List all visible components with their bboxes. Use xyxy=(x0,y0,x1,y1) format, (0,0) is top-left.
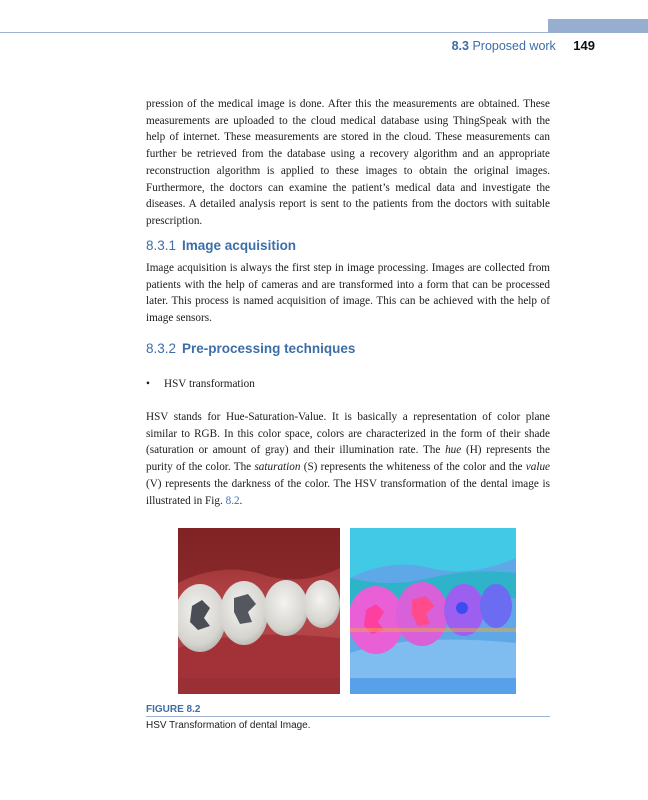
running-head-section-title: Proposed work xyxy=(472,39,556,53)
paragraph-hsv xyxy=(146,409,550,509)
term-hue: hue xyxy=(445,444,462,457)
figure-label: FIGURE 8.2 xyxy=(146,704,201,715)
text-run: (V) represents the darkness of the color. The HSV transformation of the dental image is illustrated in Fig. xyxy=(146,477,550,507)
paragraph-continued: pression of the medical image is done. After this the measurements are obtained. These measurements are uploaded to the cloud medical database using ThingSpeak with the help of internet. These measurements are stored in the cloud. These measurements can further be retrieved from the database using a recovery algorithm and an appropriate reconstruction algorithm is applied to these images to obtain the original images. Furthermore, the doctors can examine the patient’s medical data and investigate the diseases. A detailed analysis report is sent to the patients from the doctors with suitable prescription. xyxy=(146,98,550,227)
bullet-text: HSV transformation xyxy=(164,378,255,390)
text-run: . xyxy=(239,494,243,507)
text-run: (H) represents the purity of the color. The xyxy=(146,444,550,474)
header-rule xyxy=(0,32,548,33)
paragraph-image-acquisition: Image acquisition is always the first step in image processing. Images are collected from patients with the help of cameras and are transformed into a form that can be processed later. This process is named acquisition of image. This can be achieved with the help of image sensors. xyxy=(146,262,550,325)
figure-rule xyxy=(146,716,550,717)
dental-photo-original xyxy=(178,528,340,694)
text-run: HSV stands for Hue-Saturation-Value. It is basically a representation of color plane similar to RGB. In this color space, colors are characterized in the form of their shade (saturation or amount of gray) and their illumination rate. The xyxy=(146,411,550,457)
term-saturation: saturation xyxy=(254,461,301,474)
section-title: Pre-processing techniques xyxy=(182,341,356,356)
header-tab xyxy=(548,19,648,33)
section-heading-8-3-1 xyxy=(146,238,296,253)
section-number: 8.3.1 xyxy=(146,238,177,253)
page-number: 149 xyxy=(573,38,595,53)
bullet-item xyxy=(146,378,255,390)
section-title: Image acquisition xyxy=(182,238,297,253)
running-head xyxy=(452,38,595,53)
figure-caption: HSV Transformation of dental Image. xyxy=(146,720,311,731)
section-number: 8.3.2 xyxy=(146,341,177,356)
bullet-dot: • xyxy=(146,378,150,390)
text-run: (S) represents the whiteness of the color and the xyxy=(303,461,523,474)
section-heading-8-3-2 xyxy=(146,341,355,356)
running-head-section-number: 8.3 xyxy=(451,39,469,53)
figure-reference-link[interactable]: 8.2 xyxy=(225,494,240,507)
term-value: value xyxy=(525,461,551,474)
dental-photo-hsv xyxy=(350,528,516,694)
